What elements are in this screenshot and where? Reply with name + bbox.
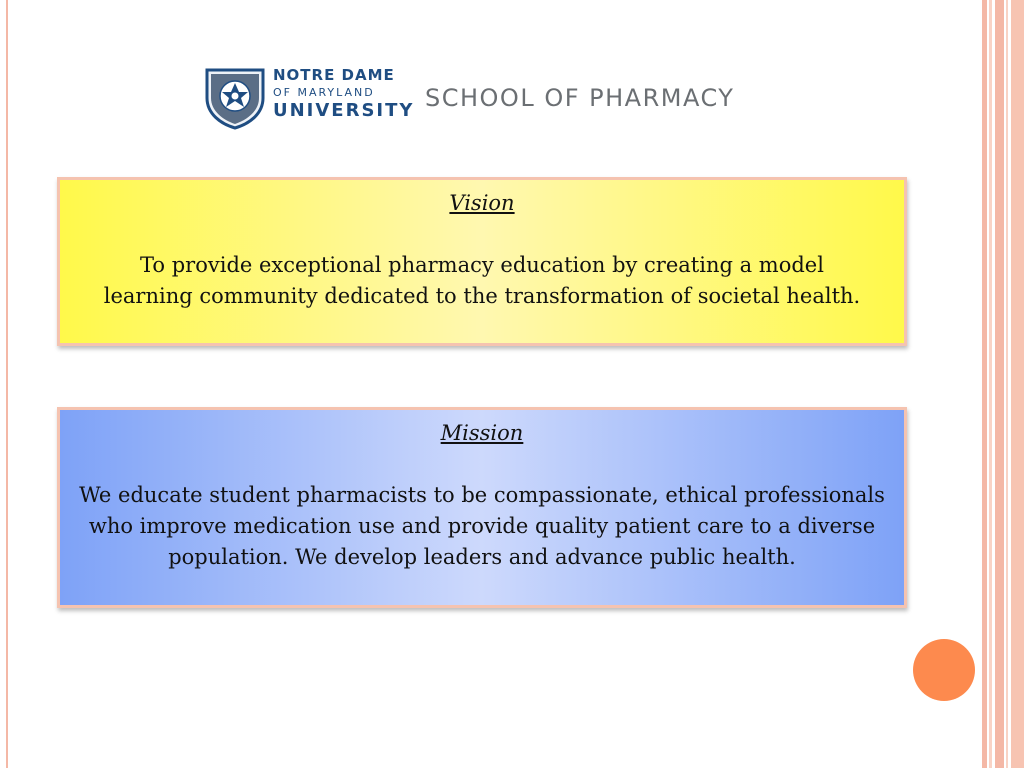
mission-heading: Mission [440,421,524,445]
left-border-rule [6,0,8,768]
logo-line-of-maryland: OF MARYLAND [273,86,375,99]
vision-box [57,177,907,346]
mission-statement: We educate student pharmacists to be compassionate, ethical professionals who improve medication use and provide quality patient care to a diverse population. We develop leaders and advance public health. [79,483,885,569]
university-logo [203,64,763,132]
school-of-pharmacy-title: SCHOOL OF PHARMACY [425,84,735,112]
vision-statement: To provide exceptional pharmacy education by creating a model learning community dedicated to the transformation of societal health. [103,253,861,308]
right-decorative-stripes [980,0,1024,768]
orange-circle-decoration [913,639,975,701]
vision-heading: Vision [449,191,515,215]
logo-line-notre-dame: NOTRE DAME [273,66,395,84]
mission-box [57,407,907,608]
logo-line-university: UNIVERSITY [273,100,415,121]
crest-icon [203,64,267,130]
